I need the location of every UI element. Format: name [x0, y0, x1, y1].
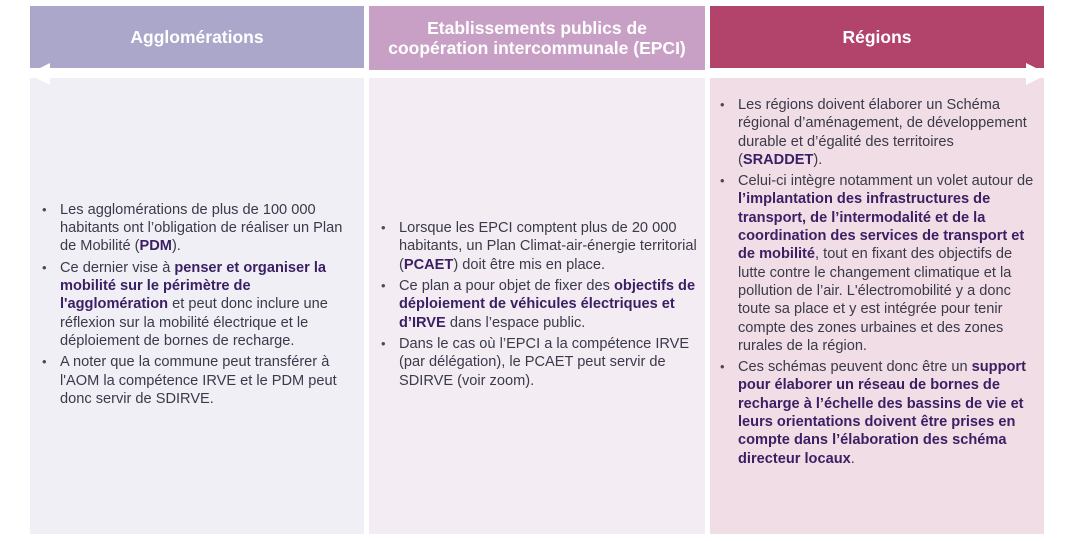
- text-run: ) doit être mis en place.: [453, 256, 606, 273]
- text-run: et peut donc inclure une réflexion sur la mobilité électrique et le déploiement de bornes de recharge.: [60, 296, 328, 349]
- bullet-item: [379, 335, 697, 390]
- bullet-list-epci: [379, 219, 697, 393]
- bullet-icon: •: [720, 97, 725, 112]
- bold-text: l’implantation des infrastructures de transport, de l’intermodalité et de la coordination des services de transport et de mobilité: [738, 191, 1025, 263]
- header-regions: [710, 6, 1044, 68]
- bullet-icon: •: [42, 201, 47, 217]
- bullet-icon: •: [720, 359, 725, 375]
- bullet-list-regions: [718, 96, 1036, 471]
- bullet-item: [379, 277, 697, 332]
- header-epci: [369, 6, 705, 70]
- bullet-item: [379, 219, 697, 274]
- double-arrow-icon: [28, 63, 1048, 85]
- bullet-icon: •: [381, 278, 386, 294]
- text-run: Dans le cas où l’EPCI a la compétence IRVE (par délégation), le PCAET peut servir de SDIRVE (voir zoom).: [399, 335, 690, 389]
- bold-text: objectifs de déploiement de véhicules électriques et d’IRVE: [399, 278, 696, 331]
- text-run: ).: [813, 151, 823, 168]
- text-run: Celui-ci intègre notamment un volet autour de: [738, 173, 1034, 190]
- bold-text: penser et organiser la mobilité sur le périmètre de l'agglomération: [60, 259, 327, 313]
- bullet-item: [40, 201, 356, 256]
- text-run: Lorsque les EPCI comptent plus de 20 000 habitants, un Plan Climat-air-énergie territorial (: [399, 220, 697, 273]
- text-run: ).: [171, 238, 181, 255]
- bold-text: SRADDET: [742, 151, 814, 168]
- bullet-icon: •: [381, 220, 386, 236]
- text-run: Ce dernier vise à: [60, 259, 175, 276]
- bullet-icon: •: [42, 354, 47, 370]
- header-regions-title: Régions: [842, 27, 912, 47]
- bullet-icon: •: [42, 259, 47, 275]
- bold-text: PCAET: [403, 256, 454, 273]
- text-run: Les régions doivent élaborer un Schéma régional d’aménagement, de développement durable et d’égalité des territoires (: [738, 97, 1027, 168]
- bullet-item: [718, 172, 1036, 355]
- text-run: Les agglomérations de plus de 100 000 habitants ont l’obligation de réaliser un Plan de Mobilité (: [60, 201, 343, 255]
- header-agglomerations: [30, 6, 364, 68]
- text-run: A noter que la commune peut transférer à l'AOM la compétence IRVE et le PDM peut donc servir de SDIRVE.: [60, 354, 337, 407]
- text-run: , tout en fixant des objectifs de lutte contre le changement climatique et la pollution de l’air. L'électromobilité y a donc toute sa place et y est intégrée pour tenir compte des zones urbaines et des zones rurales de la région.: [738, 246, 1013, 354]
- bullet-item: [40, 259, 356, 350]
- bullet-list-agglomerations: [40, 201, 356, 411]
- bold-text: PDM: [139, 238, 172, 255]
- text-run: dans l’espace public.: [445, 314, 586, 331]
- text-run: Ces schémas peuvent donc être un: [738, 359, 972, 376]
- bold-text: support pour élaborer un réseau de bornes de recharge à l’échelle des bassins de vie et leurs orientations doivent être prises en compte dans l’élaboration des schéma directeur locaux: [738, 359, 1026, 467]
- text-run: .: [850, 450, 855, 467]
- bullet-icon: •: [720, 173, 725, 189]
- text-run: Ce plan a pour objet de fixer des: [399, 278, 614, 295]
- header-agglomerations-title: Agglomérations: [130, 27, 264, 47]
- column-agglomerations: [30, 78, 364, 534]
- bullet-icon: •: [381, 335, 386, 351]
- column-epci: [369, 78, 705, 534]
- header-epci-title: Etablissements publics de coopération intercommunale (EPCI): [388, 18, 686, 58]
- column-regions: [710, 78, 1044, 534]
- bullet-item: [40, 353, 356, 408]
- bullet-item: [718, 96, 1036, 169]
- bullet-item: [718, 358, 1036, 468]
